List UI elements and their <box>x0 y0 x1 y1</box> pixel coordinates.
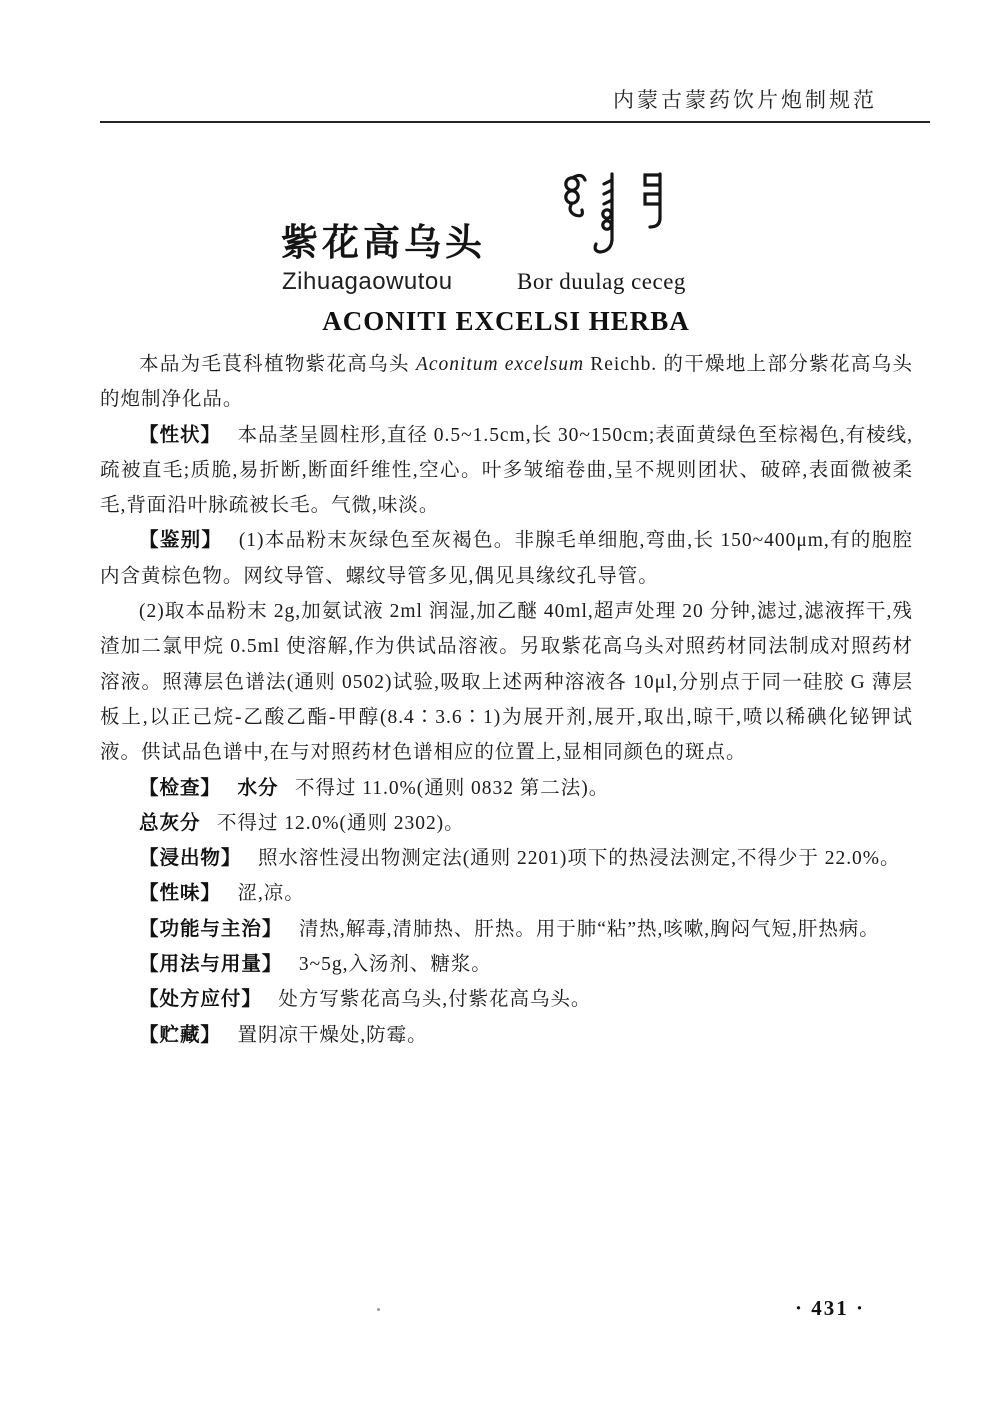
section-zhucang <box>100 1018 913 1053</box>
running-header: 内蒙古蒙药饮片炮制规范 <box>613 88 877 112</box>
section-label: 总灰分 <box>139 811 201 834</box>
intro-post: Reichb. 的干燥地上部分紫花高乌头的炮制净化品。 <box>100 354 913 411</box>
mongolian-glyph-1 <box>566 175 585 215</box>
section-label: 【贮藏】 <box>139 1023 221 1046</box>
mongolian-glyph-3 <box>645 174 660 227</box>
section-text: 本品茎呈圆柱形,直径 0.5~1.5cm,长 30~150cm;表面黄绿色至棕褐色,有棱线,疏被直毛;质脆,易折断,断面纤维性,空心。叶多皱缩卷曲,呈不规则团状、破碎,表面微被柔毛,背面沿叶脉疏被长毛。气微,味淡。 <box>100 424 913 517</box>
section-label: 【检查】 <box>139 776 221 799</box>
section-jinchuwu <box>100 841 913 876</box>
section-label: 【浸出物】 <box>139 847 242 870</box>
section-label: 【鉴别】 <box>139 529 223 552</box>
title-chinese: 紫花高乌头 <box>281 222 486 263</box>
section-chufang <box>100 982 913 1017</box>
section-label: 【性状】 <box>139 423 221 446</box>
title-mongolian-transliteration: Bor duulag ceceg <box>517 269 686 294</box>
ink-speck <box>377 1308 380 1311</box>
section-text: 涩,凉。 <box>237 883 305 905</box>
section-text: 照水溶性浸出物测定法(通则 2201)项下的热浸法测定,不得少于 22.0%。 <box>257 848 901 870</box>
section-text: 不得过 11.0%(通则 0832 第二法)。 <box>294 777 610 799</box>
mongolian-glyph-2 <box>595 174 612 252</box>
section-label: 【用法与用量】 <box>139 953 283 976</box>
header-rule <box>100 121 930 123</box>
section-xingwei <box>100 876 913 911</box>
title-latin: ACONITI EXCELSI HERBA <box>322 306 690 336</box>
section-text: 置阴凉干燥处,防霉。 <box>237 1024 428 1046</box>
section-label: 【功能与主治】 <box>139 917 283 940</box>
section-label: 【性味】 <box>139 882 221 905</box>
section-yongfa <box>100 947 913 982</box>
section-label: 【处方应付】 <box>139 988 262 1011</box>
section-jiancha <box>100 771 913 806</box>
section-sublabel: 水分 <box>237 776 279 799</box>
page-number: · 431 · <box>795 1296 866 1320</box>
section-jianbie-1 <box>100 523 913 594</box>
section-zonghuifen <box>100 806 913 841</box>
section-text: (1)本品粉末灰绿色至灰褐色。非腺毛单细胞,弯曲,长 150~400μm,有的胞腔内含黄棕色物。网纹导管、螺纹导管多见,偶见具缘纹孔导管。 <box>100 530 914 587</box>
mongolian-vertical-script-icon <box>556 170 668 265</box>
title-pinyin: Zihuagaowutou <box>282 268 453 295</box>
section-text: 3~5g,入汤剂、糖浆。 <box>298 954 492 976</box>
section-gongneng <box>100 912 913 947</box>
section-xingzhuang <box>100 418 913 524</box>
section-jianbie-2 <box>100 594 913 770</box>
section-text: 不得过 12.0%(通则 2302)。 <box>217 812 465 834</box>
intro-pre: 本品为毛茛科植物紫花高乌头 <box>139 354 417 375</box>
section-text: (2)取本品粉末 2g,加氨试液 2ml 润湿,加乙醚 40ml,超声处理 20 分钟,滤过,滤液挥干,残渣加二氯甲烷 0.5ml 使溶解,作为供试品溶液。另取紫花高乌头对照药材同法制成对照药材溶液。照薄层色谱法(通则 0502)试验,吸取上述两种溶液各 10μl,分别点于同一硅胶 G 薄层板上,以正己烷-乙酸乙酯-甲醇(8.4∶3.6∶1)为展开剂,展开,取出,晾干,喷以稀碘化铋钾试液。供试品色谱中,在与对照药材色谱相应的位置上,显相同颜色的斑点。 <box>100 601 913 764</box>
intro-paragraph <box>100 347 913 418</box>
section-text: 处方写紫花高乌头,付紫花高乌头。 <box>278 989 592 1011</box>
species-name: Aconitum excelsum <box>416 354 585 375</box>
section-text: 清热,解毒,清肺热、肝热。用于肺“粘”热,咳嗽,胸闷气短,肝热病。 <box>298 918 880 940</box>
monograph-body <box>100 347 913 1053</box>
